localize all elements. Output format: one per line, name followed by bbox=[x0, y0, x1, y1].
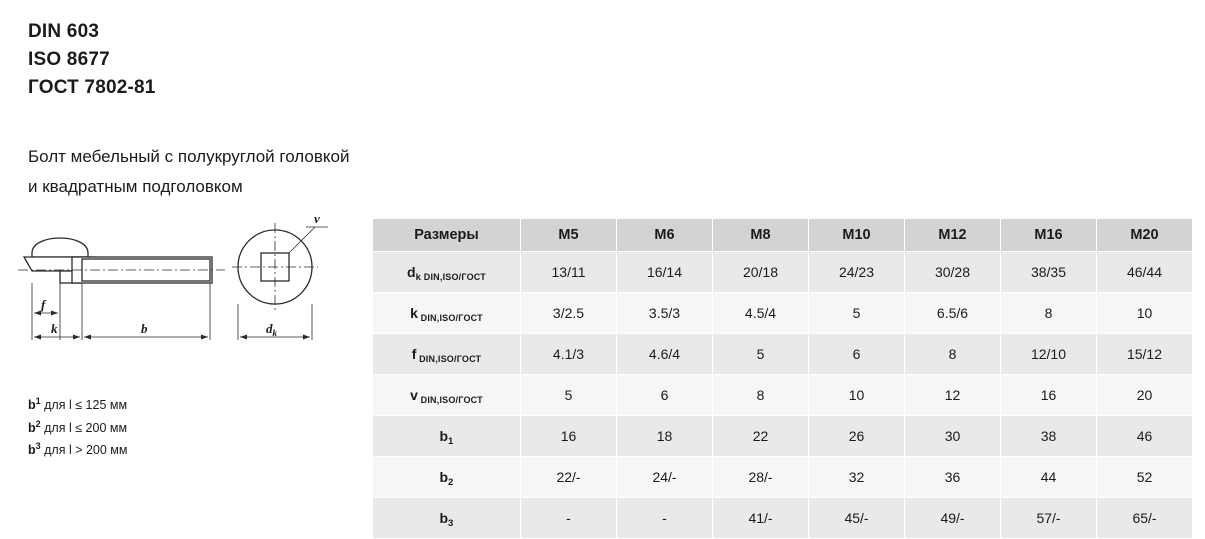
standard-gost: ГОСТ 7802-81 bbox=[28, 77, 156, 98]
product-description bbox=[28, 142, 488, 202]
row-label bbox=[373, 375, 521, 416]
description-line-1: Болт мебельный с полукруглой головкой bbox=[28, 147, 350, 166]
table-row bbox=[373, 416, 1193, 457]
footnote-item bbox=[28, 437, 128, 460]
drawing-svg bbox=[10, 205, 340, 375]
table-cell: 10 bbox=[1097, 293, 1193, 334]
table-cell: 18 bbox=[617, 416, 713, 457]
row-label bbox=[373, 252, 521, 293]
table-row bbox=[373, 252, 1193, 293]
table-cell: 16 bbox=[1001, 375, 1097, 416]
row-label-main: k bbox=[410, 305, 418, 321]
table-cell: 36 bbox=[905, 457, 1001, 498]
table-cell: 20/18 bbox=[713, 252, 809, 293]
drawing-label-f: f bbox=[41, 297, 46, 312]
table-cell: 38 bbox=[1001, 416, 1097, 457]
row-label-main: b bbox=[439, 510, 449, 526]
table-cell: 12 bbox=[905, 375, 1001, 416]
table-cell: 49/- bbox=[905, 498, 1001, 539]
description-line-2: и квадратным подголовком bbox=[28, 177, 243, 196]
standard-iso: ISO 8677 bbox=[28, 49, 110, 70]
table-cell: 45/- bbox=[809, 498, 905, 539]
table-cell: 4.5/4 bbox=[713, 293, 809, 334]
table-header-cell: M6 bbox=[617, 219, 713, 252]
table-row bbox=[373, 498, 1193, 539]
table-cell: 8 bbox=[905, 334, 1001, 375]
table-cell: 16 bbox=[521, 416, 617, 457]
table-cell: 5 bbox=[713, 334, 809, 375]
footnote-symbol: b bbox=[28, 420, 36, 435]
standard-din: DIN 603 bbox=[28, 21, 100, 42]
footnote-text: для l > 200 мм bbox=[40, 443, 128, 458]
drawing-label-v: v bbox=[314, 211, 320, 226]
table-cell: 65/- bbox=[1097, 498, 1193, 539]
row-label-note: DIN,ISO/ГОСТ bbox=[417, 395, 483, 405]
table-cell: 10 bbox=[809, 375, 905, 416]
standards-list bbox=[28, 18, 156, 102]
table-cell: 12/10 bbox=[1001, 334, 1097, 375]
table-cell: 8 bbox=[1001, 293, 1097, 334]
footnote-item bbox=[28, 415, 128, 438]
table-cell: 15/12 bbox=[1097, 334, 1193, 375]
specifications-table bbox=[372, 218, 1193, 539]
table-cell: 4.6/4 bbox=[617, 334, 713, 375]
table-cell: 16/14 bbox=[617, 252, 713, 293]
table-cell: 57/- bbox=[1001, 498, 1097, 539]
table-cell: 8 bbox=[713, 375, 809, 416]
footnote-text: для l ≤ 125 мм bbox=[40, 398, 128, 413]
table-cell: 52 bbox=[1097, 457, 1193, 498]
table-cell: 30 bbox=[905, 416, 1001, 457]
table-cell: - bbox=[521, 498, 617, 539]
table-cell: 22/- bbox=[521, 457, 617, 498]
table-cell: 30/28 bbox=[905, 252, 1001, 293]
table-row bbox=[373, 293, 1193, 334]
table-header-cell: M12 bbox=[905, 219, 1001, 252]
table-cell: 20 bbox=[1097, 375, 1193, 416]
table-cell: 46/44 bbox=[1097, 252, 1193, 293]
technical-drawing bbox=[10, 205, 340, 375]
row-label-sub: 1 bbox=[448, 436, 454, 447]
table-cell: 28/- bbox=[713, 457, 809, 498]
table-header-cell: Размеры bbox=[373, 219, 521, 252]
row-label-main: b bbox=[439, 469, 449, 485]
table-header-cell: M8 bbox=[713, 219, 809, 252]
row-label-main: d bbox=[407, 264, 416, 280]
table-cell: - bbox=[617, 498, 713, 539]
table-cell: 6 bbox=[809, 334, 905, 375]
row-label-sub: 2 bbox=[448, 477, 454, 488]
table-cell: 26 bbox=[809, 416, 905, 457]
table-cell: 3/2.5 bbox=[521, 293, 617, 334]
footnote-sup: 1 bbox=[35, 396, 41, 406]
table-header-cell: M5 bbox=[521, 219, 617, 252]
drawing-label-b: b bbox=[141, 321, 148, 336]
table-header-cell: M16 bbox=[1001, 219, 1097, 252]
table-cell: 44 bbox=[1001, 457, 1097, 498]
row-label bbox=[373, 334, 521, 375]
table-row bbox=[373, 375, 1193, 416]
table-cell: 4.1/3 bbox=[521, 334, 617, 375]
drawing-label-k: k bbox=[51, 321, 58, 336]
row-label-main: b bbox=[439, 428, 449, 444]
row-label-note: DIN,ISO/ГОСТ bbox=[417, 313, 483, 323]
row-label bbox=[373, 293, 521, 334]
row-label-sub: k bbox=[415, 272, 422, 283]
table-cell: 6 bbox=[617, 375, 713, 416]
table-row bbox=[373, 457, 1193, 498]
table-cell: 5 bbox=[809, 293, 905, 334]
specifications-table-wrapper bbox=[372, 218, 1192, 539]
drawing-label-dk: $d_k$ bbox=[266, 321, 277, 338]
table-header-row bbox=[373, 219, 1193, 252]
table-cell: 5 bbox=[521, 375, 617, 416]
table-cell: 24/- bbox=[617, 457, 713, 498]
row-label bbox=[373, 457, 521, 498]
footnote-sup: 2 bbox=[35, 418, 41, 429]
table-cell: 41/- bbox=[713, 498, 809, 539]
row-label-sub: 3 bbox=[448, 518, 454, 529]
row-label bbox=[373, 498, 521, 539]
table-cell: 13/11 bbox=[521, 252, 617, 293]
footnote-symbol: b bbox=[28, 398, 36, 413]
row-label-main: f bbox=[411, 346, 417, 362]
footnote-text: для l ≤ 200 мм bbox=[40, 420, 128, 435]
table-row bbox=[373, 334, 1193, 375]
footnote-sup: 3 bbox=[35, 441, 41, 452]
footnote-item bbox=[28, 392, 128, 415]
footnote-symbol: b bbox=[28, 443, 36, 458]
row-label-note: DIN,ISO/ГОСТ bbox=[421, 272, 486, 282]
row-label-main: v bbox=[410, 387, 418, 403]
table-cell: 22 bbox=[713, 416, 809, 457]
table-cell: 6.5/6 bbox=[905, 293, 1001, 334]
table-header-cell: M20 bbox=[1097, 219, 1193, 252]
table-header-cell: M10 bbox=[809, 219, 905, 252]
footnotes bbox=[28, 392, 128, 460]
table-cell: 46 bbox=[1097, 416, 1193, 457]
table-cell: 32 bbox=[809, 457, 905, 498]
row-label bbox=[373, 416, 521, 457]
row-label-note: DIN,ISO/ГОСТ bbox=[416, 354, 482, 364]
table-cell: 38/35 bbox=[1001, 252, 1097, 293]
table-cell: 24/23 bbox=[809, 252, 905, 293]
table-cell: 3.5/3 bbox=[617, 293, 713, 334]
